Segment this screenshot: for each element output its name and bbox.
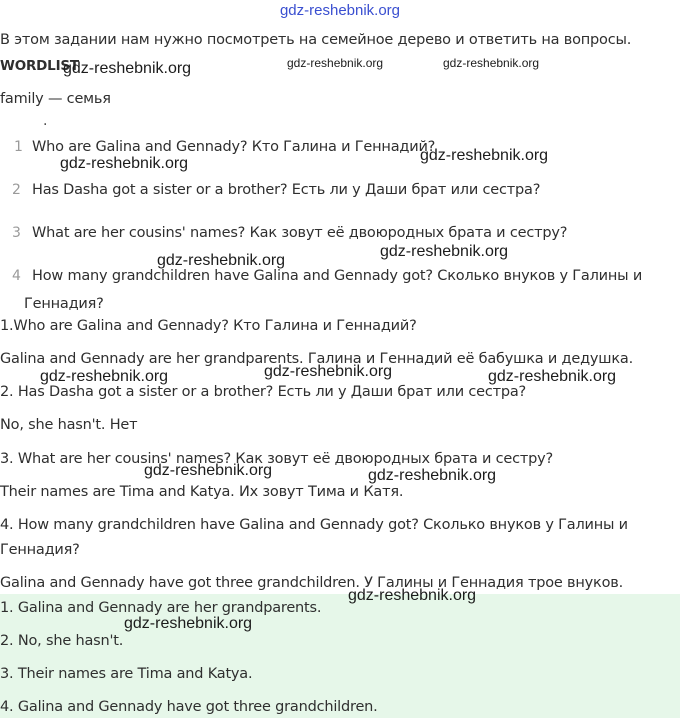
question-number: 2: [12, 182, 21, 198]
watermark: gdz-reshebnik.org: [488, 368, 617, 385]
question-text: Who are Galina and Gennady? Кто Галина и Геннадий?: [32, 139, 436, 155]
summary-line: 3. Their names are Tima and Katya.: [0, 666, 253, 682]
watermark: gdz-reshebnik.org: [124, 615, 253, 632]
top-watermark: gdz-reshebnik.org: [279, 2, 401, 19]
watermark: gdz-reshebnik.org: [380, 243, 509, 260]
answer-question: 3. What are her cousins' names? Как зовут её двоюродных брата и сестру?: [0, 451, 554, 467]
watermark: gdz-reshebnik.org: [157, 252, 286, 269]
watermark: gdz-reshebnik.org: [348, 587, 477, 604]
watermark: gdz-reshebnik.org: [368, 467, 497, 484]
question-number: 4: [12, 268, 21, 284]
list-bullet: .: [43, 113, 48, 129]
answer-question: 2. Has Dasha got a sister or a brother? Есть ли у Даши брат или сестра?: [0, 384, 527, 400]
wordlist-entry: family — семья: [0, 91, 111, 107]
answer-question: 1.Who are Galina and Gennady? Кто Галина и Геннадий?: [0, 318, 417, 334]
watermark: gdz-reshebnik.org: [60, 155, 189, 172]
summary-line: 2. No, she hasn't.: [0, 633, 124, 649]
summary-line: 1. Galina and Gennady are her grandparents.: [0, 600, 322, 616]
watermark: gdz-reshebnik.org: [443, 56, 540, 70]
answer-question-continued: Геннадия?: [0, 542, 80, 558]
answer-question: 4. How many grandchildren have Galina and Gennady got? Сколько внуков у Галины и: [0, 517, 628, 533]
watermark: gdz-reshebnik.org: [264, 363, 393, 380]
question-text: What are her cousins' names? Как зовут её двоюродных брата и сестру?: [32, 225, 568, 241]
watermark: gdz-reshebnik.org: [40, 368, 169, 385]
watermark: gdz-reshebnik.org: [420, 147, 549, 164]
answer-text: Galina and Gennady have got three grandchildren. У Галины и Геннадия трое внуков.: [0, 575, 624, 591]
question-text-continued: Геннадия?: [24, 296, 104, 312]
answer-text: Galina and Gennady are her grandparents. Галина и Геннадий её бабушка и дедушка.: [0, 351, 634, 367]
question-number: 3: [12, 225, 21, 241]
watermark: gdz-reshebnik.org: [144, 462, 273, 479]
watermark: gdz-reshebnik.org: [63, 60, 192, 77]
answer-text: Their names are Tima and Katya. Их зовут Тима и Катя.: [0, 484, 404, 500]
question-text: How many grandchildren have Galina and Gennady got? Сколько внуков у Галины и: [32, 268, 643, 284]
question-number: 1: [14, 139, 23, 155]
summary-line: 4. Galina and Gennady have got three grandchildren.: [0, 699, 378, 715]
question-text: Has Dasha got a sister or a brother? Есть ли у Даши брат или сестра?: [32, 182, 541, 198]
answer-text: No, she hasn't. Нет: [0, 417, 138, 433]
watermark: gdz-reshebnik.org: [287, 56, 384, 70]
wordlist-label: WORDLIST: [0, 58, 79, 74]
intro-text: В этом задании нам нужно посмотреть на семейное дерево и ответить на вопросы.: [0, 32, 632, 48]
